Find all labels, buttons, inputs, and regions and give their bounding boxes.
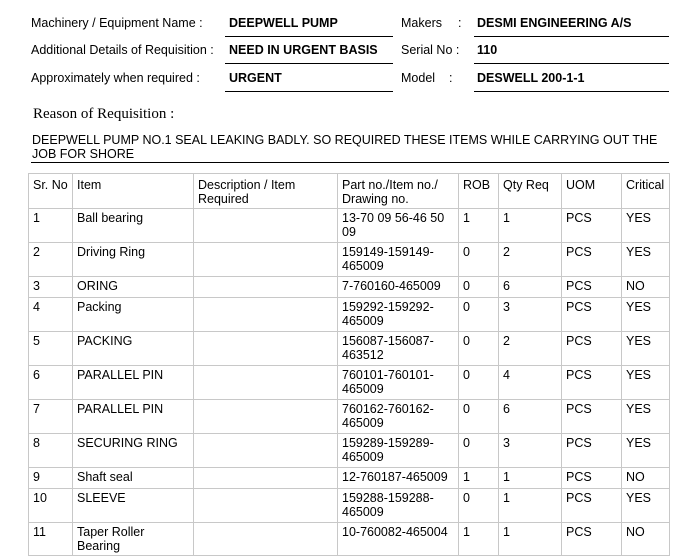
critical-cell: NO: [622, 523, 670, 556]
sr-no-cell: 5: [29, 332, 73, 366]
critical-cell: YES: [622, 400, 670, 434]
item-cell: PARALLEL PIN: [73, 400, 194, 434]
qty-req-cell: 1: [499, 489, 562, 523]
column-header-qty-req: Qty Req: [499, 174, 562, 209]
qty-req-cell: 3: [499, 434, 562, 468]
item-cell: Ball bearing: [73, 209, 194, 243]
description-cell: [194, 489, 338, 523]
model-value: DESWELL 200-1-1: [477, 71, 585, 85]
serial-label: Serial No :: [401, 43, 460, 57]
table-row: [29, 209, 670, 243]
uom-cell: PCS: [562, 366, 622, 400]
part-no-cell: 760162-760162-465009: [338, 400, 459, 434]
part-no-cell: 7-760160-465009: [338, 277, 459, 298]
machinery-underline: [225, 36, 393, 37]
column-header-uom: UOM: [562, 174, 622, 209]
qty-req-cell: 1: [499, 209, 562, 243]
description-cell: [194, 523, 338, 556]
table-row: [29, 366, 670, 400]
uom-cell: PCS: [562, 298, 622, 332]
table-row: [29, 400, 670, 434]
uom-cell: PCS: [562, 468, 622, 489]
item-cell: Driving Ring: [73, 243, 194, 277]
additional-details-value: NEED IN URGENT BASIS: [229, 43, 378, 57]
sr-no-cell: 1: [29, 209, 73, 243]
makers-label: Makers: [401, 16, 442, 30]
makers-colon: :: [458, 16, 462, 30]
model-label: Model: [401, 71, 436, 85]
description-cell: [194, 277, 338, 298]
description-cell: [194, 400, 338, 434]
machinery-label: Machinery / Equipment Name :: [31, 16, 203, 30]
table-row: [29, 523, 670, 556]
part-no-cell: 159288-159288-465009: [338, 489, 459, 523]
description-cell: [194, 434, 338, 468]
uom-cell: PCS: [562, 277, 622, 298]
table-row: [29, 489, 670, 523]
rob-cell: 1: [459, 468, 499, 489]
rob-cell: 0: [459, 277, 499, 298]
reason-underline: [31, 162, 669, 163]
rob-cell: 0: [459, 298, 499, 332]
sr-no-cell: 3: [29, 277, 73, 298]
item-cell: Taper Roller Bearing: [73, 523, 194, 556]
critical-cell: YES: [622, 243, 670, 277]
uom-cell: PCS: [562, 523, 622, 556]
uom-cell: PCS: [562, 434, 622, 468]
makers-underline: [474, 36, 669, 37]
additional-details-label: Additional Details of Requisition :: [31, 43, 214, 57]
table-row: [29, 434, 670, 468]
column-header-rob: ROB: [459, 174, 499, 209]
table-row: [29, 277, 670, 298]
part-no-cell: 159289-159289-465009: [338, 434, 459, 468]
uom-cell: PCS: [562, 489, 622, 523]
uom-cell: PCS: [562, 243, 622, 277]
critical-cell: YES: [622, 366, 670, 400]
table-row: [29, 468, 670, 489]
rob-cell: 0: [459, 434, 499, 468]
model-colon: :: [449, 71, 453, 85]
rob-cell: 1: [459, 209, 499, 243]
item-cell: SLEEVE: [73, 489, 194, 523]
sr-no-cell: 7: [29, 400, 73, 434]
table-header-row: [29, 174, 670, 209]
table-row: [29, 332, 670, 366]
rob-cell: 1: [459, 523, 499, 556]
critical-cell: YES: [622, 298, 670, 332]
sr-no-cell: 8: [29, 434, 73, 468]
qty-req-cell: 3: [499, 298, 562, 332]
critical-cell: NO: [622, 468, 670, 489]
requisition-items-table: [28, 173, 670, 556]
description-cell: [194, 243, 338, 277]
qty-req-cell: 1: [499, 468, 562, 489]
item-cell: ORING: [73, 277, 194, 298]
description-cell: [194, 332, 338, 366]
part-no-cell: 10-760082-465004: [338, 523, 459, 556]
item-cell: SECURING RING: [73, 434, 194, 468]
sr-no-cell: 4: [29, 298, 73, 332]
sr-no-cell: 11: [29, 523, 73, 556]
uom-cell: PCS: [562, 400, 622, 434]
part-no-cell: 760101-760101-465009: [338, 366, 459, 400]
item-cell: Packing: [73, 298, 194, 332]
part-no-cell: 13-70 09 56-46 50 09: [338, 209, 459, 243]
column-header-sr-no: Sr. No: [29, 174, 73, 209]
part-no-cell: 159149-159149-465009: [338, 243, 459, 277]
approx-required-underline: [225, 91, 393, 92]
critical-cell: YES: [622, 332, 670, 366]
sr-no-cell: 6: [29, 366, 73, 400]
rob-cell: 0: [459, 489, 499, 523]
table-row: [29, 243, 670, 277]
description-cell: [194, 468, 338, 489]
item-cell: Shaft seal: [73, 468, 194, 489]
part-no-cell: 12-760187-465009: [338, 468, 459, 489]
qty-req-cell: 2: [499, 243, 562, 277]
item-cell: PACKING: [73, 332, 194, 366]
description-cell: [194, 298, 338, 332]
serial-underline: [474, 63, 669, 64]
critical-cell: YES: [622, 209, 670, 243]
column-header-description: Description / Item Required: [194, 174, 338, 209]
description-cell: [194, 366, 338, 400]
qty-req-cell: 6: [499, 400, 562, 434]
column-header-part-no: Part no./Item no./ Drawing no.: [338, 174, 459, 209]
table-row: [29, 298, 670, 332]
column-header-item: Item: [73, 174, 194, 209]
reason-title: Reason of Requisition :: [33, 106, 175, 122]
description-cell: [194, 209, 338, 243]
qty-req-cell: 4: [499, 366, 562, 400]
uom-cell: PCS: [562, 209, 622, 243]
sr-no-cell: 10: [29, 489, 73, 523]
qty-req-cell: 6: [499, 277, 562, 298]
sr-no-cell: 9: [29, 468, 73, 489]
machinery-value: DEEPWELL PUMP: [229, 16, 338, 30]
rob-cell: 0: [459, 332, 499, 366]
rob-cell: 0: [459, 243, 499, 277]
approx-required-label: Approximately when required :: [31, 71, 200, 85]
critical-cell: YES: [622, 434, 670, 468]
critical-cell: YES: [622, 489, 670, 523]
rob-cell: 0: [459, 400, 499, 434]
makers-value: DESMI ENGINEERING A/S: [477, 16, 632, 30]
sr-no-cell: 2: [29, 243, 73, 277]
approx-required-value: URGENT: [229, 71, 282, 85]
part-no-cell: 156087-156087-463512: [338, 332, 459, 366]
additional-details-underline: [225, 63, 393, 64]
rob-cell: 0: [459, 366, 499, 400]
uom-cell: PCS: [562, 332, 622, 366]
part-no-cell: 159292-159292-465009: [338, 298, 459, 332]
reason-text: DEEPWELL PUMP NO.1 SEAL LEAKING BADLY. SO REQUIRED THESE ITEMS WHILE CARRYING OUT THE JOB FOR SHORE: [32, 133, 658, 161]
critical-cell: NO: [622, 277, 670, 298]
column-header-critical: Critical: [622, 174, 670, 209]
item-cell: PARALLEL PIN: [73, 366, 194, 400]
qty-req-cell: 1: [499, 523, 562, 556]
model-underline: [474, 91, 669, 92]
serial-value: 110: [477, 43, 498, 57]
qty-req-cell: 2: [499, 332, 562, 366]
